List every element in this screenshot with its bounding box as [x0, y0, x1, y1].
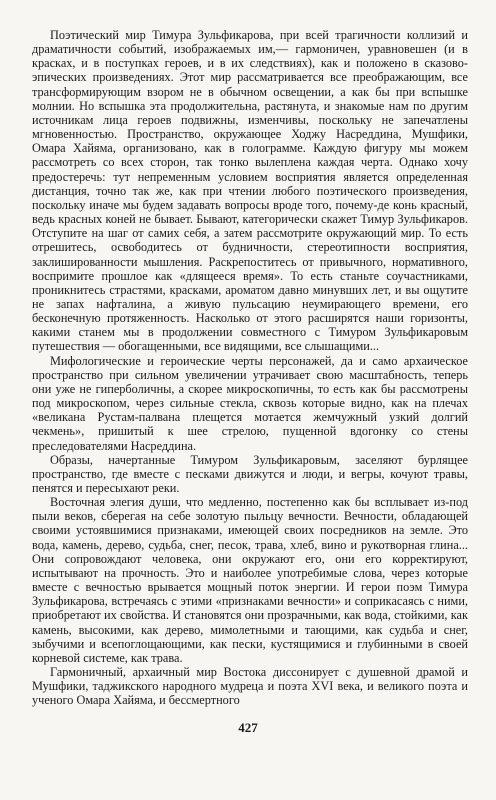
paragraph-2: Мифологические и героические черты персонажей, да и само архаическое пространство при сильном увеличении утрачивает свою масштабность, теперь они уже не гиперболичны, а скорее микроскопичны, то есть как бы рассмотрены под микроскопом, через сильные стекла, сквозь которые видно, как на плечах «великана Рустам-палвана плещется мотается жемчужный узкий долгий чекмень», пришитый к шее стрелою, пущенной вдогонку со стены преследователями Насреддина. [32, 353, 468, 453]
paragraph-4: Восточная элегия души, что медленно, постепенно как бы всплывает из-под пыли веков, сберегая на себе золотую пыльцу вечности. Вечности, обладающей своими устоявшимися признаками, имеющей своих посредников на земле. Это вода, камень, дерево, судьба, снег, песок, трава, хлеб, вино и рукотворная глина... Они сопровождают человека, они окружают его, они его корректируют, испытывают на прочность. Это и наиболее употребимые слова, через которые вместе с вечностью врывается мощный поток энергии. И герои поэм Тимура Зульфикарова, встречаясь с этими «признаками вечности» и соприкасаясь с ними, приобретают их свойства. И становятся они прозрачными, как вода, стойкими, как камень, высокими, как дерево, мимолетными и тающими, как судьба и снег, зыбучими и всепоглощающими, как пески, кустящимися и глубинными в своей корневой системе, как трава. [32, 495, 468, 665]
paragraph-5: Гармоничный, архаичный мир Востока диссонирует с душевной драмой и Мушфики, таджикского народного мудреца и поэта XVI века, и великого поэта и ученого Омара Хайяма, и бессмертного [32, 665, 468, 708]
paragraph-1: Поэтический мир Тимура Зульфикарова, при всей трагичности коллизий и драматичности событий, изображаемых им,— гармоничен, уравновешен (и в красках, и в поступках героев, и в их следствиях), как и положено в сказово-эпических произведениях. Этот мир рассматривается все преображающим, все трансформирующим взором не в обычном освещении, а как бы при вспышке молнии. Но вспышка эта продолжительна, растянута, и знакомые нам по другим источникам лица героев подвижны, изменчивы, поскольку не запечатлены мгновенностью. Пространство, окружающее Ходжу Насреддина, Мушфики, Омара Хайяма, организовано, как в голограмме. Каждую фигуру мы можем рассмотреть со всех сторон, так тонко вылеплена каждая черта. Однако хочу предостеречь: тут непременным условием восприятия является определенная дистанция, точно так же, как при чтении любого поэтического произведения, поскольку иначе мы будем задавать вопросы вроде того, почему-де конь красный, ведь красных коней не бывает. Бывают, категорически скажет Тимур Зульфикаров. Отступите на шаг от самих себя, а затем рассмотрите окружающий мир. То есть отрешитесь, освободитесь от будничности, стереотипности восприятия, заклишированности мышления. Раскрепоститесь от привычного, нормативного, воспримите прошлое как «длящееся время». То есть станьте соучастниками, проникнитесь страстями, красками, ароматом давно минувших лет, и вы ощутите не запах нафталина, а живую пульсацию неумирающего времени, его бесконечную протяженность. Насколько от этого расширятся наши горизонты, какими станем мы в продолжении совместного с Тимуром Зульфикаровым путешествия — обогащенными, все видящими, все слышащими... [32, 28, 468, 354]
body-text [32, 28, 468, 708]
paragraph-3: Образы, начертанные Тимуром Зульфикаровым, заселяют бурлящее пространство, где вместе с песками движутся и люди, и вегры, кочуют травы, пенятся и пересыхают реки. [32, 452, 468, 495]
page-number: 427 [238, 720, 258, 735]
